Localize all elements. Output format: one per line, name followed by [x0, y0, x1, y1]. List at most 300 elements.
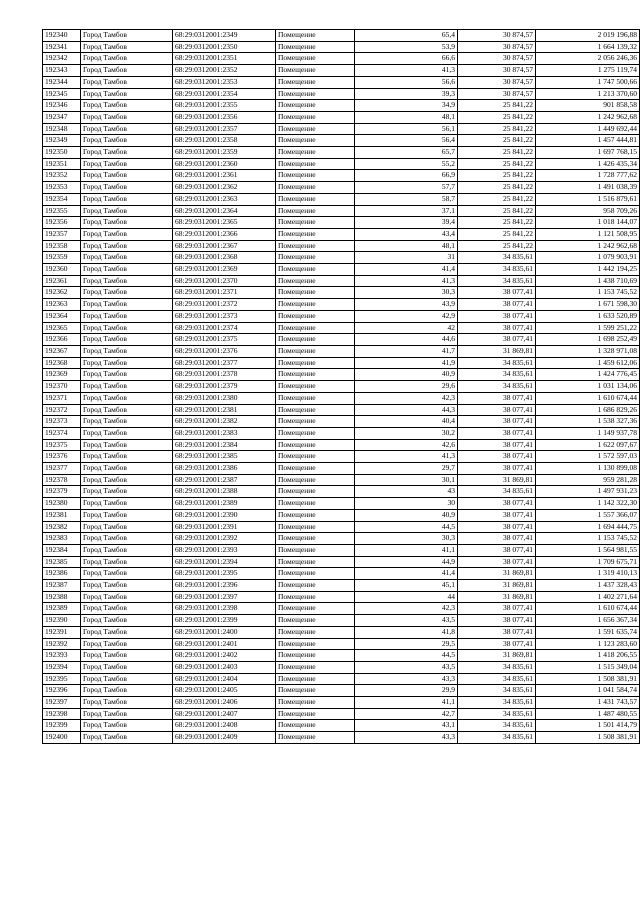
cadastral-number-cell: 68:29:0312001:2379 — [173, 381, 276, 393]
area-cell: 56,6 — [355, 76, 458, 88]
cadastral-value-cell: 1 656 367,34 — [536, 615, 640, 627]
row-number-cell: 192343 — [43, 65, 81, 77]
area-cell: 29,9 — [355, 685, 458, 697]
cadastral-number-cell: 68:29:0312001:2369 — [173, 264, 276, 276]
unit-value-cell: 34 835,61 — [458, 720, 536, 732]
area-cell: 41,1 — [355, 697, 458, 709]
object-type-cell: Помещение — [276, 345, 355, 357]
object-type-cell: Помещение — [276, 135, 355, 147]
cadastral-number-cell: 68:29:0312001:2382 — [173, 416, 276, 428]
row-number-cell: 192344 — [43, 76, 81, 88]
cadastral-number-cell: 68:29:0312001:2377 — [173, 357, 276, 369]
cadastral-number-cell: 68:29:0312001:2361 — [173, 170, 276, 182]
locality-cell: Город Тамбов — [81, 252, 173, 264]
cadastral-value-cell: 1 153 745,52 — [536, 287, 640, 299]
cadastral-value-cell: 1 591 635,74 — [536, 626, 640, 638]
cadastral-number-cell: 68:29:0312001:2358 — [173, 135, 276, 147]
cadastral-number-cell: 68:29:0312001:2388 — [173, 486, 276, 498]
object-type-cell: Помещение — [276, 697, 355, 709]
locality-cell: Город Тамбов — [81, 580, 173, 592]
object-type-cell: Помещение — [276, 556, 355, 568]
unit-value-cell: 38 077,41 — [458, 509, 536, 521]
cadastral-value-cell: 1 610 674,44 — [536, 603, 640, 615]
locality-cell: Город Тамбов — [81, 439, 173, 451]
unit-value-cell: 34 835,61 — [458, 732, 536, 744]
row-number-cell: 192353 — [43, 182, 81, 194]
object-type-cell: Помещение — [276, 287, 355, 299]
table-row — [43, 615, 640, 627]
object-type-cell: Помещение — [276, 591, 355, 603]
locality-cell: Город Тамбов — [81, 299, 173, 311]
cadastral-number-cell: 68:29:0312001:2371 — [173, 287, 276, 299]
object-type-cell: Помещение — [276, 240, 355, 252]
cadastral-number-cell: 68:29:0312001:2381 — [173, 404, 276, 416]
locality-cell: Город Тамбов — [81, 732, 173, 744]
row-number-cell: 192351 — [43, 158, 81, 170]
cadastral-value-cell: 1 633 520,89 — [536, 310, 640, 322]
unit-value-cell: 38 077,41 — [458, 392, 536, 404]
table-row — [43, 661, 640, 673]
table-row — [43, 427, 640, 439]
locality-cell: Город Тамбов — [81, 30, 173, 42]
unit-value-cell: 38 077,41 — [458, 439, 536, 451]
area-cell: 42,3 — [355, 392, 458, 404]
cadastral-value-cell: 1 438 710,69 — [536, 275, 640, 287]
area-cell: 66,6 — [355, 53, 458, 65]
cadastral-number-cell: 68:29:0312001:2380 — [173, 392, 276, 404]
table-row — [43, 404, 640, 416]
object-type-cell: Помещение — [276, 580, 355, 592]
cadastral-value-cell: 1 457 444,81 — [536, 135, 640, 147]
object-type-cell: Помещение — [276, 451, 355, 463]
row-number-cell: 192390 — [43, 615, 81, 627]
object-type-cell: Помещение — [276, 123, 355, 135]
area-cell: 34,9 — [355, 100, 458, 112]
area-cell: 58,7 — [355, 193, 458, 205]
locality-cell: Город Тамбов — [81, 264, 173, 276]
object-type-cell: Помещение — [276, 439, 355, 451]
cadastral-value-cell: 1 149 937,78 — [536, 427, 640, 439]
row-number-cell: 192394 — [43, 661, 81, 673]
row-number-cell: 192380 — [43, 498, 81, 510]
cadastral-number-cell: 68:29:0312001:2397 — [173, 591, 276, 603]
object-type-cell: Помещение — [276, 30, 355, 42]
row-number-cell: 192387 — [43, 580, 81, 592]
locality-cell: Город Тамбов — [81, 416, 173, 428]
cadastral-value-cell: 1 497 931,23 — [536, 486, 640, 498]
table-row — [43, 182, 640, 194]
locality-cell: Город Тамбов — [81, 182, 173, 194]
row-number-cell: 192365 — [43, 322, 81, 334]
locality-cell: Город Тамбов — [81, 111, 173, 123]
area-cell: 43,3 — [355, 732, 458, 744]
row-number-cell: 192379 — [43, 486, 81, 498]
cadastral-number-cell: 68:29:0312001:2373 — [173, 310, 276, 322]
unit-value-cell: 30 874,57 — [458, 88, 536, 100]
unit-value-cell: 38 077,41 — [458, 556, 536, 568]
row-number-cell: 192368 — [43, 357, 81, 369]
cadastral-value-cell: 1 153 745,52 — [536, 533, 640, 545]
cadastral-number-cell: 68:29:0312001:2409 — [173, 732, 276, 744]
row-number-cell: 192386 — [43, 568, 81, 580]
cadastral-number-cell: 68:29:0312001:2402 — [173, 650, 276, 662]
row-number-cell: 192347 — [43, 111, 81, 123]
table-row — [43, 228, 640, 240]
object-type-cell: Помещение — [276, 334, 355, 346]
table-row — [43, 732, 640, 744]
row-number-cell: 192349 — [43, 135, 81, 147]
object-type-cell: Помещение — [276, 498, 355, 510]
row-number-cell: 192374 — [43, 427, 81, 439]
cadastral-value-cell: 1 459 612,06 — [536, 357, 640, 369]
unit-value-cell: 34 835,61 — [458, 685, 536, 697]
cadastral-value-cell: 1 610 674,44 — [536, 392, 640, 404]
row-number-cell: 192381 — [43, 509, 81, 521]
area-cell: 44,6 — [355, 334, 458, 346]
row-number-cell: 192363 — [43, 299, 81, 311]
table-row — [43, 53, 640, 65]
table-row — [43, 65, 640, 77]
object-type-cell: Помещение — [276, 217, 355, 229]
row-number-cell: 192372 — [43, 404, 81, 416]
cadastral-number-cell: 68:29:0312001:2401 — [173, 638, 276, 650]
cadastral-value-cell: 1 431 743,57 — [536, 697, 640, 709]
table-row — [43, 170, 640, 182]
table-row — [43, 603, 640, 615]
locality-cell: Город Тамбов — [81, 76, 173, 88]
unit-value-cell: 25 841,22 — [458, 182, 536, 194]
table-row — [43, 708, 640, 720]
object-type-cell: Помещение — [276, 252, 355, 264]
area-cell: 41,3 — [355, 451, 458, 463]
unit-value-cell: 25 841,22 — [458, 158, 536, 170]
cadastral-number-cell: 68:29:0312001:2395 — [173, 568, 276, 580]
cadastral-value-cell: 1 418 206,55 — [536, 650, 640, 662]
object-type-cell: Помещение — [276, 708, 355, 720]
object-type-cell: Помещение — [276, 661, 355, 673]
locality-cell: Город Тамбов — [81, 205, 173, 217]
cadastral-number-cell: 68:29:0312001:2394 — [173, 556, 276, 568]
area-cell: 40,9 — [355, 369, 458, 381]
table-row — [43, 322, 640, 334]
cadastral-number-cell: 68:29:0312001:2350 — [173, 41, 276, 53]
row-number-cell: 192366 — [43, 334, 81, 346]
cadastral-value-cell: 1 142 322,30 — [536, 498, 640, 510]
cadastral-number-cell: 68:29:0312001:2352 — [173, 65, 276, 77]
cadastral-number-cell: 68:29:0312001:2408 — [173, 720, 276, 732]
unit-value-cell: 34 835,61 — [458, 673, 536, 685]
cadastral-value-cell: 1 694 444,75 — [536, 521, 640, 533]
area-cell: 41,7 — [355, 345, 458, 357]
area-cell: 42,6 — [355, 439, 458, 451]
table-row — [43, 697, 640, 709]
cadastral-value-cell: 1 501 414,79 — [536, 720, 640, 732]
table-row — [43, 217, 640, 229]
row-number-cell: 192385 — [43, 556, 81, 568]
object-type-cell: Помещение — [276, 299, 355, 311]
locality-cell: Город Тамбов — [81, 53, 173, 65]
locality-cell: Город Тамбов — [81, 88, 173, 100]
unit-value-cell: 31 869,81 — [458, 474, 536, 486]
unit-value-cell: 38 077,41 — [458, 310, 536, 322]
object-type-cell: Помещение — [276, 521, 355, 533]
table-row — [43, 474, 640, 486]
unit-value-cell: 38 077,41 — [458, 603, 536, 615]
table-row — [43, 451, 640, 463]
area-cell: 56,4 — [355, 135, 458, 147]
locality-cell: Город Тамбов — [81, 310, 173, 322]
row-number-cell: 192395 — [43, 673, 81, 685]
area-cell: 65,7 — [355, 147, 458, 159]
unit-value-cell: 25 841,22 — [458, 228, 536, 240]
object-type-cell: Помещение — [276, 509, 355, 521]
object-type-cell: Помещение — [276, 392, 355, 404]
object-type-cell: Помещение — [276, 53, 355, 65]
cadastral-number-cell: 68:29:0312001:2357 — [173, 123, 276, 135]
locality-cell: Город Тамбов — [81, 661, 173, 673]
row-number-cell: 192400 — [43, 732, 81, 744]
cadastral-number-cell: 68:29:0312001:2392 — [173, 533, 276, 545]
table-row — [43, 30, 640, 42]
table-row — [43, 147, 640, 159]
object-type-cell: Помещение — [276, 111, 355, 123]
row-number-cell: 192371 — [43, 392, 81, 404]
cadastral-number-cell: 68:29:0312001:2403 — [173, 661, 276, 673]
object-type-cell: Помещение — [276, 182, 355, 194]
row-number-cell: 192389 — [43, 603, 81, 615]
locality-cell: Город Тамбов — [81, 193, 173, 205]
unit-value-cell: 38 077,41 — [458, 299, 536, 311]
row-number-cell: 192384 — [43, 544, 81, 556]
cadastral-value-cell: 1 599 251,22 — [536, 322, 640, 334]
area-cell: 29,6 — [355, 381, 458, 393]
unit-value-cell: 31 869,81 — [458, 591, 536, 603]
locality-cell: Город Тамбов — [81, 381, 173, 393]
table-row — [43, 310, 640, 322]
row-number-cell: 192376 — [43, 451, 81, 463]
area-cell: 42 — [355, 322, 458, 334]
locality-cell: Город Тамбов — [81, 41, 173, 53]
locality-cell: Город Тамбов — [81, 533, 173, 545]
area-cell: 42,9 — [355, 310, 458, 322]
locality-cell: Город Тамбов — [81, 720, 173, 732]
unit-value-cell: 25 841,22 — [458, 205, 536, 217]
table-row — [43, 357, 640, 369]
table-row — [43, 685, 640, 697]
cadastral-number-cell: 68:29:0312001:2376 — [173, 345, 276, 357]
cadastral-value-cell: 1 515 349,04 — [536, 661, 640, 673]
table-row — [43, 486, 640, 498]
table-row — [43, 240, 640, 252]
locality-cell: Город Тамбов — [81, 65, 173, 77]
cadastral-value-cell: 959 281,28 — [536, 474, 640, 486]
area-cell: 37,1 — [355, 205, 458, 217]
unit-value-cell: 34 835,61 — [458, 697, 536, 709]
cadastral-value-cell: 1 437 328,43 — [536, 580, 640, 592]
area-cell: 44,9 — [355, 556, 458, 568]
area-cell: 55,2 — [355, 158, 458, 170]
cadastral-value-cell: 1 698 252,49 — [536, 334, 640, 346]
table-row — [43, 158, 640, 170]
locality-cell: Город Тамбов — [81, 392, 173, 404]
table-row — [43, 275, 640, 287]
area-cell: 56,1 — [355, 123, 458, 135]
table-row — [43, 299, 640, 311]
object-type-cell: Помещение — [276, 626, 355, 638]
row-number-cell: 192397 — [43, 697, 81, 709]
cadastral-number-cell: 68:29:0312001:2364 — [173, 205, 276, 217]
unit-value-cell: 38 077,41 — [458, 334, 536, 346]
table-row — [43, 392, 640, 404]
table-row — [43, 638, 640, 650]
area-cell: 29,5 — [355, 638, 458, 650]
table-row — [43, 509, 640, 521]
cadastral-value-cell: 1 121 508,95 — [536, 228, 640, 240]
locality-cell: Город Тамбов — [81, 322, 173, 334]
row-number-cell: 192356 — [43, 217, 81, 229]
unit-value-cell: 30 874,57 — [458, 76, 536, 88]
unit-value-cell: 38 077,41 — [458, 521, 536, 533]
row-number-cell: 192357 — [43, 228, 81, 240]
table-row — [43, 568, 640, 580]
cadastral-number-cell: 68:29:0312001:2400 — [173, 626, 276, 638]
table-row — [43, 463, 640, 475]
unit-value-cell: 34 835,61 — [458, 708, 536, 720]
cadastral-value-cell: 1 747 500,66 — [536, 76, 640, 88]
area-cell: 40,9 — [355, 509, 458, 521]
area-cell: 43,1 — [355, 720, 458, 732]
object-type-cell: Помещение — [276, 650, 355, 662]
unit-value-cell: 25 841,22 — [458, 240, 536, 252]
object-type-cell: Помещение — [276, 603, 355, 615]
object-type-cell: Помещение — [276, 357, 355, 369]
object-type-cell: Помещение — [276, 100, 355, 112]
cadastral-number-cell: 68:29:0312001:2354 — [173, 88, 276, 100]
row-number-cell: 192370 — [43, 381, 81, 393]
unit-value-cell: 25 841,22 — [458, 147, 536, 159]
locality-cell: Город Тамбов — [81, 100, 173, 112]
cadastral-number-cell: 68:29:0312001:2365 — [173, 217, 276, 229]
table-row — [43, 264, 640, 276]
table-row — [43, 135, 640, 147]
unit-value-cell: 38 077,41 — [458, 287, 536, 299]
row-number-cell: 192391 — [43, 626, 81, 638]
cadastral-value-cell: 1 130 899,08 — [536, 463, 640, 475]
table-row — [43, 334, 640, 346]
area-cell: 31 — [355, 252, 458, 264]
row-number-cell: 192348 — [43, 123, 81, 135]
table-row — [43, 41, 640, 53]
unit-value-cell: 25 841,22 — [458, 100, 536, 112]
locality-cell: Город Тамбов — [81, 158, 173, 170]
area-cell: 42,3 — [355, 603, 458, 615]
object-type-cell: Помещение — [276, 673, 355, 685]
table-row — [43, 369, 640, 381]
object-type-cell: Помещение — [276, 322, 355, 334]
unit-value-cell: 34 835,61 — [458, 264, 536, 276]
area-cell: 53,9 — [355, 41, 458, 53]
row-number-cell: 192396 — [43, 685, 81, 697]
row-number-cell: 192341 — [43, 41, 81, 53]
area-cell: 48,1 — [355, 240, 458, 252]
unit-value-cell: 30 874,57 — [458, 30, 536, 42]
locality-cell: Город Тамбов — [81, 217, 173, 229]
row-number-cell: 192361 — [43, 275, 81, 287]
cadastral-value-cell: 1 557 366,07 — [536, 509, 640, 521]
locality-cell: Город Тамбов — [81, 240, 173, 252]
locality-cell: Город Тамбов — [81, 650, 173, 662]
locality-cell: Город Тамбов — [81, 334, 173, 346]
object-type-cell: Помещение — [276, 158, 355, 170]
object-type-cell: Помещение — [276, 474, 355, 486]
locality-cell: Город Тамбов — [81, 135, 173, 147]
area-cell: 30,3 — [355, 287, 458, 299]
locality-cell: Город Тамбов — [81, 474, 173, 486]
row-number-cell: 192383 — [43, 533, 81, 545]
cadastral-value-cell: 1 538 327,36 — [536, 416, 640, 428]
area-cell: 45,1 — [355, 580, 458, 592]
area-cell: 39,3 — [355, 88, 458, 100]
locality-cell: Город Тамбов — [81, 626, 173, 638]
locality-cell: Город Тамбов — [81, 228, 173, 240]
row-number-cell: 192367 — [43, 345, 81, 357]
object-type-cell: Помещение — [276, 205, 355, 217]
row-number-cell: 192352 — [43, 170, 81, 182]
cadastral-number-cell: 68:29:0312001:2351 — [173, 53, 276, 65]
table-row — [43, 544, 640, 556]
cadastral-number-cell: 68:29:0312001:2355 — [173, 100, 276, 112]
table-row — [43, 673, 640, 685]
row-number-cell: 192340 — [43, 30, 81, 42]
cadastral-number-cell: 68:29:0312001:2368 — [173, 252, 276, 264]
locality-cell: Город Тамбов — [81, 591, 173, 603]
area-cell: 43,4 — [355, 228, 458, 240]
cadastral-number-cell: 68:29:0312001:2363 — [173, 193, 276, 205]
cadastral-number-cell: 68:29:0312001:2407 — [173, 708, 276, 720]
cadastral-value-cell: 1 491 038,39 — [536, 182, 640, 194]
locality-cell: Город Тамбов — [81, 357, 173, 369]
table-row — [43, 439, 640, 451]
object-type-cell: Помещение — [276, 310, 355, 322]
cadastral-value-cell: 1 328 971,08 — [536, 345, 640, 357]
cadastral-value-cell: 1 671 598,30 — [536, 299, 640, 311]
area-cell: 40,4 — [355, 416, 458, 428]
area-cell: 43 — [355, 486, 458, 498]
cadastral-number-cell: 68:29:0312001:2372 — [173, 299, 276, 311]
table-row — [43, 76, 640, 88]
unit-value-cell: 38 077,41 — [458, 427, 536, 439]
cadastral-number-cell: 68:29:0312001:2375 — [173, 334, 276, 346]
cadastral-number-cell: 68:29:0312001:2356 — [173, 111, 276, 123]
row-number-cell: 192362 — [43, 287, 81, 299]
cadastral-number-cell: 68:29:0312001:2398 — [173, 603, 276, 615]
cadastral-number-cell: 68:29:0312001:2360 — [173, 158, 276, 170]
cadastral-number-cell: 68:29:0312001:2367 — [173, 240, 276, 252]
area-cell: 39,4 — [355, 217, 458, 229]
row-number-cell: 192392 — [43, 638, 81, 650]
area-cell: 44,3 — [355, 404, 458, 416]
area-cell: 41,4 — [355, 568, 458, 580]
locality-cell: Город Тамбов — [81, 275, 173, 287]
unit-value-cell: 38 077,41 — [458, 416, 536, 428]
area-cell: 41,1 — [355, 544, 458, 556]
table-row — [43, 193, 640, 205]
row-number-cell: 192382 — [43, 521, 81, 533]
unit-value-cell: 25 841,22 — [458, 123, 536, 135]
cadastral-value-cell: 1 508 381,91 — [536, 673, 640, 685]
locality-cell: Город Тамбов — [81, 638, 173, 650]
area-cell: 41,8 — [355, 626, 458, 638]
